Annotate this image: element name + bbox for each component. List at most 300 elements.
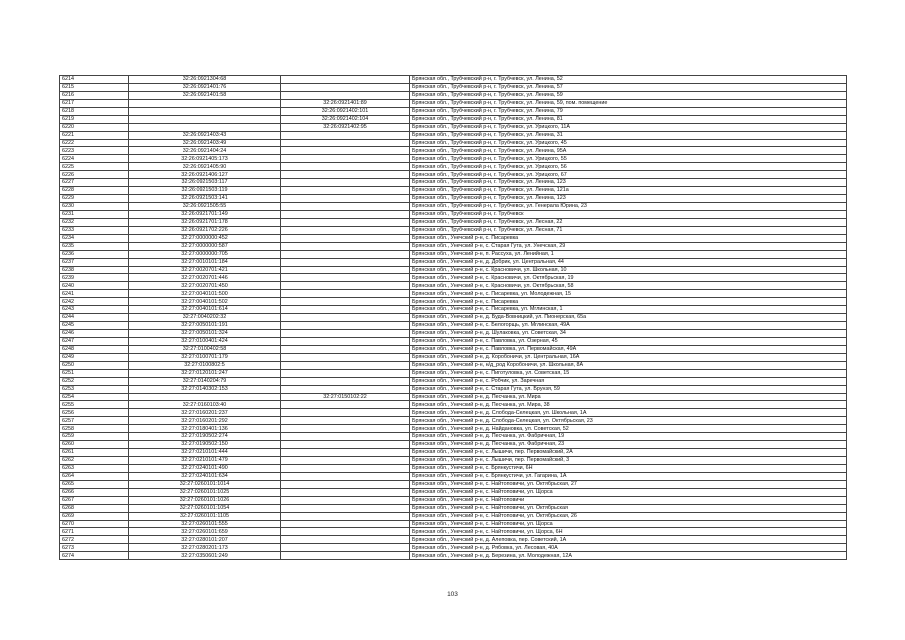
- address-cell: Брянская обл., Трубчевский р-н, г. Трубчевск, ул. Ленина, 123: [410, 179, 847, 187]
- table-row: [60, 179, 847, 187]
- cadastral-number-cell: 32:27:0190502:150: [129, 441, 281, 449]
- row-number-cell: 6257: [60, 417, 129, 425]
- row-number-cell: 6224: [60, 155, 129, 163]
- table-row: [60, 401, 847, 409]
- table-row: [60, 123, 847, 131]
- address-cell: Брянская обл., Трубчевский р-н, г. Трубчевск, ул. Урицкого, 56: [410, 163, 847, 171]
- cadastral-number-cell: 32:27:0020701:421: [129, 266, 281, 274]
- row-number-cell: 6261: [60, 449, 129, 457]
- table-row: [60, 480, 847, 488]
- cadastral-number-cell: 32:27:0020701:446: [129, 274, 281, 282]
- table-row: [60, 393, 847, 401]
- cadastral-number-building-cell: [281, 369, 410, 377]
- table-row: [60, 361, 847, 369]
- cadastral-number-building-cell: [281, 226, 410, 234]
- cadastral-number-building-cell: [281, 512, 410, 520]
- cadastral-number-cell: [129, 99, 281, 107]
- cadastral-number-cell: 32:26:0921403:43: [129, 131, 281, 139]
- cadastral-number-cell: 32:27:0260101:1105: [129, 512, 281, 520]
- cadastral-number-building-cell: [281, 179, 410, 187]
- table-row: [60, 512, 847, 520]
- cadastral-number-cell: 32:27:0260101:659: [129, 528, 281, 536]
- row-number-cell: 6265: [60, 480, 129, 488]
- cadastral-number-building-cell: [281, 377, 410, 385]
- cadastral-number-cell: 32:26:0921701:178: [129, 218, 281, 226]
- cadastral-number-cell: [129, 123, 281, 131]
- cadastral-number-cell: 32:26:0921503:119: [129, 187, 281, 195]
- row-number-cell: 6243: [60, 306, 129, 314]
- address-cell: Брянская обл., Трубчевский р-н, г. Трубчевск, ул. Ленина, 121а: [410, 187, 847, 195]
- cadastral-number-building-cell: [281, 298, 410, 306]
- cadastral-number-building-cell: [281, 330, 410, 338]
- cadastral-number-building-cell: [281, 385, 410, 393]
- address-cell: Брянская обл., Унечский р-н, с. Старая Гута, ул. Брунзя, 59: [410, 385, 847, 393]
- table-row: [60, 449, 847, 457]
- address-cell: Брянская обл., Унечский р-н, д. Найдановка, ул. Советская, 52: [410, 425, 847, 433]
- row-number-cell: 6260: [60, 441, 129, 449]
- cadastral-number-building-cell: [281, 314, 410, 322]
- cadastral-number-cell: 32:27:0000000:452: [129, 234, 281, 242]
- table-row: [60, 298, 847, 306]
- table-row: [60, 409, 847, 417]
- address-cell: Брянская обл., Унечский р-н, с. Найтоповичи, ул. Щорса: [410, 520, 847, 528]
- address-cell: Брянская обл., Унечский р-н, с. Писаревка, ул. Молодежная, 15: [410, 290, 847, 298]
- cadastral-number-cell: 32:27:0020701:450: [129, 282, 281, 290]
- cadastral-number-cell: 32:27:0000000:705: [129, 250, 281, 258]
- cadastral-number-building-cell: [281, 91, 410, 99]
- cadastral-number-building-cell: [281, 417, 410, 425]
- cadastral-number-cell: 32:27:0050101:324: [129, 330, 281, 338]
- row-number-cell: 6256: [60, 409, 129, 417]
- address-cell: Брянская обл., Унечский р-н, д. Слобода-Селецкая, ул. Октябрьская, 23: [410, 417, 847, 425]
- cadastral-number-building-cell: [281, 472, 410, 480]
- cadastral-number-cell: 32:26:0921403:49: [129, 139, 281, 147]
- row-number-cell: 6267: [60, 496, 129, 504]
- row-number-cell: 6232: [60, 218, 129, 226]
- table-row: [60, 322, 847, 330]
- cadastral-number-cell: 32:26:0921401:58: [129, 91, 281, 99]
- cadastral-number-building-cell: [281, 171, 410, 179]
- table-row: [60, 187, 847, 195]
- cadastral-number-cell: [129, 107, 281, 115]
- row-number-cell: 6226: [60, 171, 129, 179]
- row-number-cell: 6230: [60, 203, 129, 211]
- address-cell: Брянская обл., Унечский р-н, п. Рассуха, ул. Ленийная, 1: [410, 250, 847, 258]
- table-row: [60, 536, 847, 544]
- cadastral-number-building-cell: [281, 528, 410, 536]
- row-number-cell: 6223: [60, 147, 129, 155]
- table-row: [60, 306, 847, 314]
- cadastral-number-building-cell: [281, 290, 410, 298]
- address-cell: Брянская обл., Унечский р-н, с. Найтоповичи, ул. Щорса: [410, 488, 847, 496]
- row-number-cell: 6253: [60, 385, 129, 393]
- cadastral-number-cell: 32:27:0160201:237: [129, 409, 281, 417]
- row-number-cell: 6255: [60, 401, 129, 409]
- cadastral-number-building-cell: [281, 242, 410, 250]
- address-cell: Брянская обл., Трубчевский р-н, г. Трубчевск, ул. Генерала Юрина, 23: [410, 203, 847, 211]
- cadastral-number-building-cell: [281, 282, 410, 290]
- address-cell: Брянская обл., Унечский р-н, д. Шулаковка, ул. Советская, 34: [410, 330, 847, 338]
- cadastral-number-building-cell: [281, 361, 410, 369]
- row-number-cell: 6228: [60, 187, 129, 195]
- cadastral-number-building-cell: [281, 187, 410, 195]
- cadastral-number-cell: 32:27:0120101:247: [129, 369, 281, 377]
- cadastral-number-cell: 32:27:0350601:249: [129, 552, 281, 560]
- cadastral-number-cell: 32:27:0100802:5: [129, 361, 281, 369]
- cadastral-number-building-cell: [281, 83, 410, 91]
- address-cell: Брянская обл., Унечский р-н, с. Найтоповичи: [410, 496, 847, 504]
- cadastral-number-building-cell: 32:26:0921402:95: [281, 123, 410, 131]
- table-row: [60, 107, 847, 115]
- table-row: [60, 353, 847, 361]
- address-cell: Брянская обл., Унечский р-н, с. Брянкустичи, ул. Гагарина, 1А: [410, 472, 847, 480]
- row-number-cell: 6254: [60, 393, 129, 401]
- address-cell: Брянская обл., Унечский р-н, с. Писаревка, ул. Мглинская, 1: [410, 306, 847, 314]
- cadastral-number-cell: 32:27:0010101:184: [129, 258, 281, 266]
- cadastral-number-building-cell: [281, 76, 410, 84]
- cadastral-number-building-cell: [281, 306, 410, 314]
- cadastral-number-building-cell: [281, 433, 410, 441]
- cadastral-number-building-cell: [281, 409, 410, 417]
- registry-table-body: [60, 76, 847, 560]
- table-row: [60, 496, 847, 504]
- address-cell: Брянская обл., Унечский р-н, с. Павловка, ул. Первомайская, 49А: [410, 345, 847, 353]
- address-cell: Брянская обл., Унечский р-н, с. Лышичи, пер. Первомайский, 3: [410, 457, 847, 465]
- cadastral-number-building-cell: [281, 266, 410, 274]
- cadastral-number-cell: 32:26:0921404:24: [129, 147, 281, 155]
- cadastral-number-cell: 32:27:0190502:274: [129, 433, 281, 441]
- table-row: [60, 337, 847, 345]
- row-number-cell: 6266: [60, 488, 129, 496]
- cadastral-number-cell: 32:26:0921406:127: [129, 171, 281, 179]
- cadastral-number-cell: 32:27:0260101:1014: [129, 480, 281, 488]
- row-number-cell: 6216: [60, 91, 129, 99]
- cadastral-number-building-cell: [281, 203, 410, 211]
- row-number-cell: 6245: [60, 322, 129, 330]
- address-cell: Брянская обл., Унечский р-н, с. Старая Гута, ул. Унечская, 29: [410, 242, 847, 250]
- row-number-cell: 6250: [60, 361, 129, 369]
- cadastral-number-building-cell: [281, 401, 410, 409]
- cadastral-number-building-cell: 32:27:0150102:22: [281, 393, 410, 401]
- table-row: [60, 234, 847, 242]
- table-row: [60, 210, 847, 218]
- row-number-cell: 6249: [60, 353, 129, 361]
- address-cell: Брянская обл., Унечский р-н, с. Найтоповичи, ул. Октябрьская, 27: [410, 480, 847, 488]
- row-number-cell: 6238: [60, 266, 129, 274]
- table-row: [60, 528, 847, 536]
- table-row: [60, 544, 847, 552]
- address-cell: Брянская обл., Унечский р-н, с. Белогорщь, ул. Мглинская, 49А: [410, 322, 847, 330]
- address-cell: Брянская обл., Трубчевский р-н, г. Трубчевск, ул. Ленина, 81: [410, 115, 847, 123]
- address-cell: Брянская обл., Унечский р-н, с. Красновичи, ул. Школьная, 10: [410, 266, 847, 274]
- cadastral-number-cell: 32:26:0921701:149: [129, 210, 281, 218]
- cadastral-number-cell: 32:27:0260101:1054: [129, 504, 281, 512]
- cadastral-number-cell: 32:27:0260101:555: [129, 520, 281, 528]
- row-number-cell: 6225: [60, 163, 129, 171]
- cadastral-number-cell: 32:27:0160103:40: [129, 401, 281, 409]
- cadastral-number-cell: 32:26:0921405:173: [129, 155, 281, 163]
- row-number-cell: 6217: [60, 99, 129, 107]
- cadastral-number-building-cell: [281, 488, 410, 496]
- cadastral-number-building-cell: [281, 274, 410, 282]
- cadastral-number-cell: 32:27:0240101:634: [129, 472, 281, 480]
- address-cell: Брянская обл., Трубчевский р-н, г. Трубчевск: [410, 210, 847, 218]
- address-cell: Брянская обл., Трубчевский р-н, г. Трубчевск, ул. Ленина, 95А: [410, 147, 847, 155]
- cadastral-number-building-cell: [281, 337, 410, 345]
- row-number-cell: 6270: [60, 520, 129, 528]
- table-row: [60, 385, 847, 393]
- cadastral-number-building-cell: [281, 520, 410, 528]
- cadastral-number-cell: 32:27:0000000:587: [129, 242, 281, 250]
- row-number-cell: 6271: [60, 528, 129, 536]
- cadastral-number-building-cell: [281, 322, 410, 330]
- cadastral-number-building-cell: [281, 457, 410, 465]
- cadastral-number-cell: 32:27:0050101:191: [129, 322, 281, 330]
- cadastral-number-building-cell: [281, 496, 410, 504]
- table-row: [60, 520, 847, 528]
- table-row: [60, 488, 847, 496]
- table-row: [60, 504, 847, 512]
- table-row: [60, 472, 847, 480]
- address-cell: Брянская обл., Унечский р-н, с. Найтоповичи, ул. Октябрьская: [410, 504, 847, 512]
- address-cell: Брянская обл., Трубчевский р-н, г. Трубчевск, ул. Урицкого, 45: [410, 139, 847, 147]
- address-cell: Брянская обл., Трубчевский р-н, г. Трубчевск, ул. Урицкого, 67: [410, 171, 847, 179]
- address-cell: Брянская обл., Унечский р-н, с. Найтоповичи, ул. Щорса, 6Н: [410, 528, 847, 536]
- row-number-cell: 6231: [60, 210, 129, 218]
- cadastral-number-building-cell: [281, 425, 410, 433]
- table-row: [60, 441, 847, 449]
- table-row: [60, 433, 847, 441]
- table-row: [60, 83, 847, 91]
- cadastral-number-cell: 32:26:0921304:68: [129, 76, 281, 84]
- cadastral-number-building-cell: [281, 441, 410, 449]
- table-row: [60, 163, 847, 171]
- address-cell: Брянская обл., Унечский р-н, д. Алеповка, пер. Советский, 1А: [410, 536, 847, 544]
- table-row: [60, 290, 847, 298]
- cadastral-number-building-cell: [281, 234, 410, 242]
- cadastral-number-building-cell: [281, 353, 410, 361]
- row-number-cell: 6248: [60, 345, 129, 353]
- table-row: [60, 425, 847, 433]
- cadastral-number-cell: 32:26:0921503:117: [129, 179, 281, 187]
- cadastral-number-building-cell: [281, 163, 410, 171]
- table-row: [60, 274, 847, 282]
- address-cell: Брянская обл., Унечский р-н, с. Павловка, ул. Озерная, 45: [410, 337, 847, 345]
- registry-table: [59, 75, 847, 560]
- cadastral-number-cell: 32:27:0210101:444: [129, 449, 281, 457]
- row-number-cell: 6262: [60, 457, 129, 465]
- address-cell: Брянская обл., Унечский р-н, д. Добрик, ул. Центральная, 44: [410, 258, 847, 266]
- row-number-cell: 6214: [60, 76, 129, 84]
- table-row: [60, 457, 847, 465]
- cadastral-number-cell: 32:26:0921702:226: [129, 226, 281, 234]
- cadastral-number-building-cell: [281, 480, 410, 488]
- cadastral-number-cell: 32:27:0100402:58: [129, 345, 281, 353]
- cadastral-number-building-cell: [281, 544, 410, 552]
- cadastral-number-cell: 32:27:0100401:424: [129, 337, 281, 345]
- row-number-cell: 6215: [60, 83, 129, 91]
- address-cell: Брянская обл., Унечский р-н, д. Песчанка, ул. Мира: [410, 393, 847, 401]
- row-number-cell: 6222: [60, 139, 129, 147]
- row-number-cell: 6233: [60, 226, 129, 234]
- row-number-cell: 6218: [60, 107, 129, 115]
- row-number-cell: 6239: [60, 274, 129, 282]
- row-number-cell: 6259: [60, 433, 129, 441]
- row-number-cell: 6263: [60, 464, 129, 472]
- address-cell: Брянская обл., Унечский р-н, д. Песчанка, ул. Фабричная, 19: [410, 433, 847, 441]
- row-number-cell: 6240: [60, 282, 129, 290]
- table-row: [60, 258, 847, 266]
- address-cell: Брянская обл., Трубчевский р-н, г. Трубчевск, ул. Лесная, 71: [410, 226, 847, 234]
- cadastral-number-building-cell: [281, 195, 410, 203]
- cadastral-number-cell: 32:26:0921401:76: [129, 83, 281, 91]
- table-row: [60, 99, 847, 107]
- address-cell: Брянская обл., Трубчевский р-н, г. Трубчевск, ул. Ленина, 59, пом. помещение: [410, 99, 847, 107]
- table-row: [60, 195, 847, 203]
- cadastral-number-building-cell: [281, 345, 410, 353]
- table-row: [60, 147, 847, 155]
- address-cell: Брянская обл., Унечский р-н, д. Песчанка, ул. Фабричная, 23: [410, 441, 847, 449]
- cadastral-number-building-cell: [281, 147, 410, 155]
- row-number-cell: 6234: [60, 234, 129, 242]
- table-row: [60, 218, 847, 226]
- cadastral-number-building-cell: [281, 258, 410, 266]
- table-row: [60, 314, 847, 322]
- table-row: [60, 282, 847, 290]
- table-row: [60, 155, 847, 163]
- address-cell: Брянская обл., Унечский р-н, д. Коробоничи, ул. Центральная, 16А: [410, 353, 847, 361]
- address-cell: Брянская обл., Унечский р-н, с. Лышичи, пер. Первомайский, 2А: [410, 449, 847, 457]
- row-number-cell: 6258: [60, 425, 129, 433]
- cadastral-number-cell: [129, 393, 281, 401]
- address-cell: Брянская обл., Трубчевский р-н, г. Трубчевск, ул. Урицкого, 55: [410, 155, 847, 163]
- cadastral-number-building-cell: 32:26:0921402:104: [281, 115, 410, 123]
- cadastral-number-building-cell: [281, 552, 410, 560]
- cadastral-number-cell: 32:27:0040101:500: [129, 290, 281, 298]
- cadastral-number-building-cell: [281, 250, 410, 258]
- cadastral-number-cell: 32:27:0260101:1025: [129, 488, 281, 496]
- table-row: [60, 139, 847, 147]
- table-row: [60, 377, 847, 385]
- row-number-cell: 6221: [60, 131, 129, 139]
- row-number-cell: 6235: [60, 242, 129, 250]
- cadastral-number-cell: 32:27:0140204:79: [129, 377, 281, 385]
- address-cell: Брянская обл., Унечский р-н, н/д_род Коробоничи, ул. Школьная, 8А: [410, 361, 847, 369]
- table-row: [60, 203, 847, 211]
- row-number-cell: 6272: [60, 536, 129, 544]
- address-cell: Брянская обл., Унечский р-н, с. Писаревка: [410, 298, 847, 306]
- cadastral-number-cell: 32:27:0160201:292: [129, 417, 281, 425]
- address-cell: Брянская обл., Трубчевский р-н, г. Трубчевск, ул. Ленина, 57: [410, 83, 847, 91]
- cadastral-number-building-cell: [281, 139, 410, 147]
- address-cell: Брянская обл., Унечский р-н, с. Робчик, ул. Заречная: [410, 377, 847, 385]
- row-number-cell: 6268: [60, 504, 129, 512]
- row-number-cell: 6236: [60, 250, 129, 258]
- cadastral-number-cell: 32:26:0921505:55: [129, 203, 281, 211]
- cadastral-number-cell: 32:26:0921405:90: [129, 163, 281, 171]
- row-number-cell: 6269: [60, 512, 129, 520]
- table-row: [60, 552, 847, 560]
- table-row: [60, 226, 847, 234]
- address-cell: Брянская обл., Унечский р-н, с. Найтоповичи, ул. Октябрьская, 26: [410, 512, 847, 520]
- address-cell: Брянская обл., Унечский р-н, с. Красновичи, ул. Октябрьская, 58: [410, 282, 847, 290]
- cadastral-number-cell: [129, 115, 281, 123]
- cadastral-number-building-cell: [281, 504, 410, 512]
- row-number-cell: 6247: [60, 337, 129, 345]
- address-cell: Брянская обл., Унечский р-н, с. Пиготуловка, ул. Советская, 15: [410, 369, 847, 377]
- row-number-cell: 6227: [60, 179, 129, 187]
- table-row: [60, 250, 847, 258]
- row-number-cell: 6246: [60, 330, 129, 338]
- address-cell: Брянская обл., Унечский р-н, д. Буда-Вовницкий, ул. Пионерская, 65а: [410, 314, 847, 322]
- cadastral-number-cell: 32:27:0280201:173: [129, 544, 281, 552]
- cadastral-number-building-cell: [281, 155, 410, 163]
- address-cell: Брянская обл., Трубчевский р-н, г. Трубчевск, ул. Урицкого, 11А: [410, 123, 847, 131]
- table-row: [60, 131, 847, 139]
- table-row: [60, 345, 847, 353]
- cadastral-number-building-cell: [281, 218, 410, 226]
- address-cell: Брянская обл., Унечский р-н, д. Березина, ул. Молодежная, 12А: [410, 552, 847, 560]
- table-row: [60, 330, 847, 338]
- address-cell: Брянская обл., Унечский р-н, д. Песчанка, ул. Мира, 38: [410, 401, 847, 409]
- row-number-cell: 6237: [60, 258, 129, 266]
- cadastral-number-cell: 32:27:0280101:207: [129, 536, 281, 544]
- address-cell: Брянская обл., Унечский р-н, д. Слобода-Селецкая, ул. Школьная, 1А: [410, 409, 847, 417]
- table-row: [60, 266, 847, 274]
- address-cell: Брянская обл., Трубчевский р-н, г. Трубчевск, ул. Ленина, 123: [410, 195, 847, 203]
- cadastral-number-building-cell: [281, 536, 410, 544]
- cadastral-number-building-cell: [281, 449, 410, 457]
- address-cell: Брянская обл., Трубчевский р-н, г. Трубчевск, ул. Ленина, 59: [410, 91, 847, 99]
- row-number-cell: 6244: [60, 314, 129, 322]
- cadastral-number-cell: 32:27:0040202:32: [129, 314, 281, 322]
- cadastral-number-building-cell: 32:26:0921401:89: [281, 99, 410, 107]
- cadastral-number-building-cell: [281, 210, 410, 218]
- row-number-cell: 6220: [60, 123, 129, 131]
- cadastral-number-building-cell: [281, 464, 410, 472]
- table-row: [60, 369, 847, 377]
- table-row: [60, 115, 847, 123]
- cadastral-number-cell: 32:27:0180401:136: [129, 425, 281, 433]
- row-number-cell: 6241: [60, 290, 129, 298]
- cadastral-number-cell: 32:27:0100701:179: [129, 353, 281, 361]
- row-number-cell: 6229: [60, 195, 129, 203]
- cadastral-number-building-cell: 32:26:0921402:101: [281, 107, 410, 115]
- row-number-cell: 6251: [60, 369, 129, 377]
- table-row: [60, 76, 847, 84]
- cadastral-number-cell: 32:26:0921503:141: [129, 195, 281, 203]
- address-cell: Брянская обл., Трубчевский р-н, г. Трубчевск, ул. Лесная, 22: [410, 218, 847, 226]
- cadastral-number-cell: 32:27:0040101:614: [129, 306, 281, 314]
- row-number-cell: 6252: [60, 377, 129, 385]
- table-row: [60, 417, 847, 425]
- address-cell: Брянская обл., Трубчевский р-н, г. Трубчевск, ул. Ленина, 79: [410, 107, 847, 115]
- row-number-cell: 6273: [60, 544, 129, 552]
- cadastral-number-cell: 32:27:0210101:479: [129, 457, 281, 465]
- cadastral-number-cell: 32:27:0140302:153: [129, 385, 281, 393]
- address-cell: Брянская обл., Унечский р-н, с. Писаревка: [410, 234, 847, 242]
- cadastral-number-cell: 32:27:0240101:490: [129, 464, 281, 472]
- row-number-cell: 6242: [60, 298, 129, 306]
- table-row: [60, 171, 847, 179]
- address-cell: Брянская обл., Трубчевский р-н, г. Трубчевск, ул. Ленина, 31: [410, 131, 847, 139]
- table-row: [60, 242, 847, 250]
- row-number-cell: 6274: [60, 552, 129, 560]
- cadastral-number-building-cell: [281, 131, 410, 139]
- address-cell: Брянская обл., Унечский р-н, с. Красновичи, ул. Октябрьская, 19: [410, 274, 847, 282]
- table-row: [60, 91, 847, 99]
- row-number-cell: 6219: [60, 115, 129, 123]
